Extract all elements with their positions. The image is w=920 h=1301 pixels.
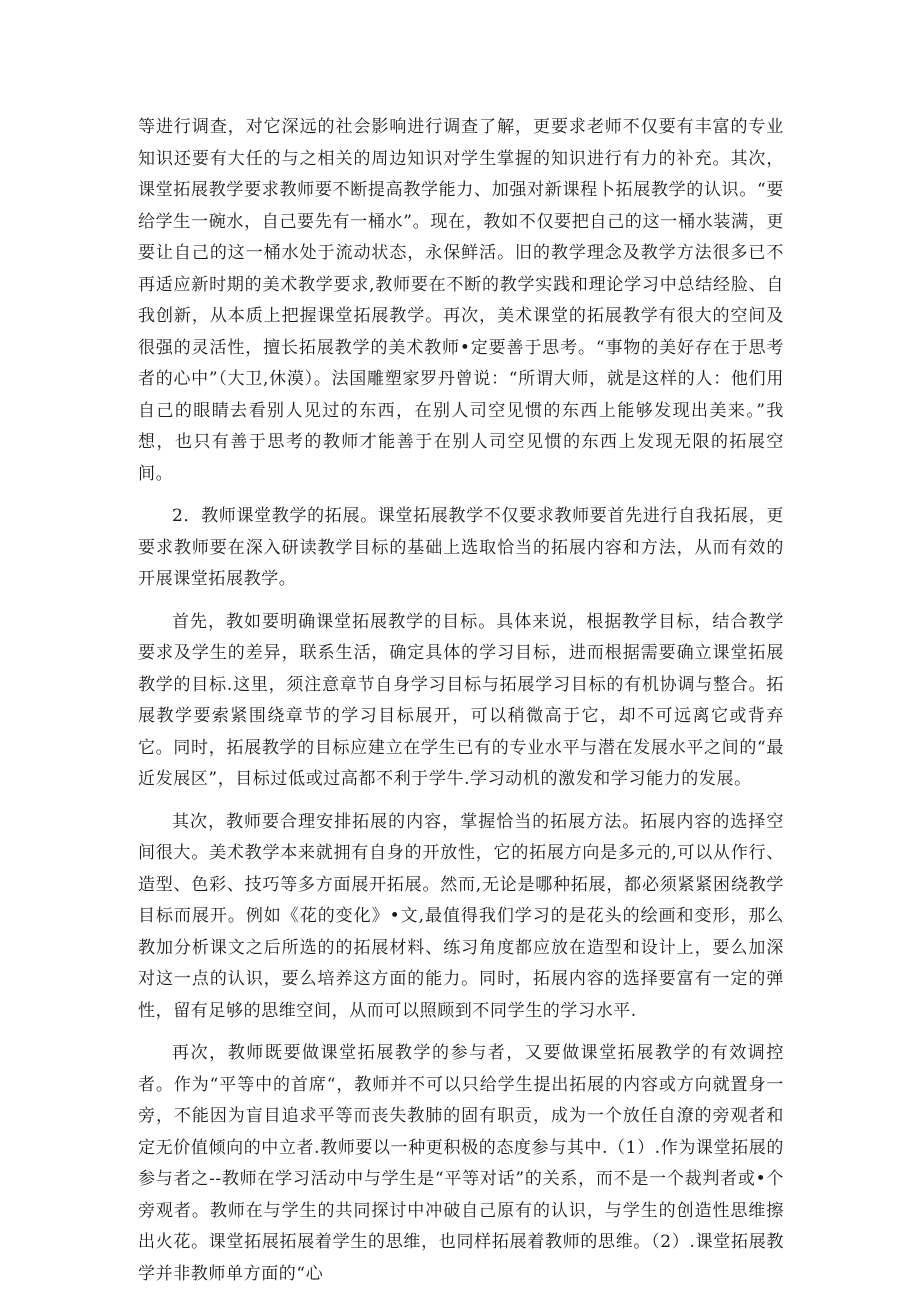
- paragraph-continuation: 等进行调查，对它深远的社会影响进行调查了解，更要求老师不仅要有丰富的专业知识还要有大任的与之相关的周边知识对学生掌握的知识进行有力的补充。其次，课堂拓展教学要求教师要不断提高教学能力、加强对新课程卜拓展教学的认识。“要给学生一碗水，自己要先有一桶水”。现在，教如不仅要把自己的这一桶水装满，更要让自己的这一桶水处于流动状态，永保鲜活。旧的教学理念及教学方法很多已不再适应新时期的美术教学要求,教师要在不断的教学实践和理论学习中总结经脸、自我创新，从本质上把握课堂拓展教学。再次，美术课堂的拓展教学有很大的空间及很强的灵活性，擅长拓展教学的美术教师•定要善于思考。“事物的美好存在于思考者的心中”（大卫,休漠）。法国雕塑家罗丹曾说：“所谓大师，就是这样的人：他们用自己的眼睛去看别人见过的东西，在别人司空见惯的东西上能够发现出美来。”我想，也只有善于思考的教师才能善于在别人司空见惯的东西上发现无限的拓展空间。: [138, 117, 784, 484]
- paragraph-section-2: 2．教师课堂教学的拓展。课堂拓展教学不仅要求教师要首先进行自我拓展，更要求教师要在深入研读教学目标的基础上选取恰当的拓展内容和方法，从而有效的开展课堂拓展教学。: [138, 506, 784, 589]
- document-body: [138, 112, 784, 1301]
- paragraph-second-point: 其次，教师要合理安排拓展的内容，掌握恰当的拓展方法。拓展内容的选择空间很大。美术教学本来就拥有自身的开放性，它的拓展方向是多元的,可以从作行、造型、色彩、技巧等多方面展开拓展。然而,无论是哪种拓展，都必须紧紧困绕教学目标而展开。例如《花的变化》•文,最值得我们学习的是花头的绘画和变形，那么教加分析课文之后所选的的拓展材料、练习角度都应放在造型和设计上，要么加深对这一点的认识，要么培养这方面的能力。同时，拓展内容的选择要富有一定的弹性，留有足够的思维空间，从而可以照顾到不同学生的学习水平.: [138, 811, 784, 1021]
- paragraph-third-point: 再次，教师既要做课堂拓展教学的参与者，又要做课堂拓展教学的有效调控者。作为“平等中的首席“，教师并不可以只给学生提出拓展的内容或方向就置身一旁，不能因为盲目追求平等而丧失教肺的固有职贡，成为一个放任自潦的旁观者和定无价值倾向的中立者.教师要以一种更积极的态度参与其中.（1）.作为课堂拓展的参与者之--教师在学习活动中与学生是“平等对话”的关系，而不是一个裁判者或•个旁观者。教师在与学生的共同探讨中冲破自己原有的认识，与学生的创造性思维擦出火花。课堂拓展拓展着学生的思维，也同样拓展着教师的思维。（2）.课堂拓展教学并非教师单方面的“心: [138, 1043, 784, 1284]
- paragraph-first-point: 首先，教如要明确课堂拓展教学的目标。具体来说，根据教学目标，结合教学要求及学生的差异，联系生活，确定具体的学习目标，进而根据需要确立课堂拓展教学的目标.这里，须注意章节自身学习目标与拓展学习目标的有机协调与整合。拓展教学要索紧围绕章节的学习目标展开，可以稍微高于它，却不可远离它或背弃它。同时，拓展教学的目标应建立在学生已有的专业水平与潜在发展水平之间的“最近发展区”，目标过低或过高都不利于学牛.学习动机的激发和学习能力的发展。: [138, 611, 784, 789]
